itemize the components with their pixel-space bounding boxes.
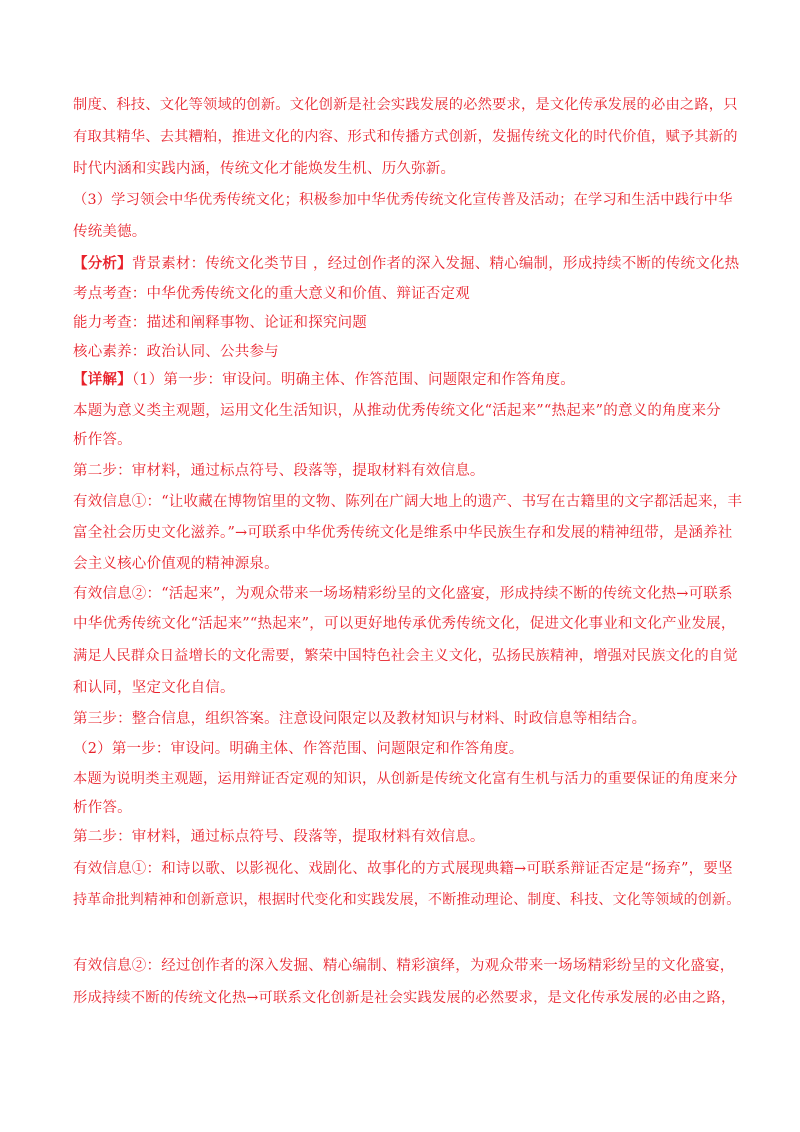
text-line: 本题为意义类主观题，运用文化生活知识，从推动优秀传统文化“活起来”“热起来”的意义的角度来分	[73, 403, 721, 419]
text-line: 传统美德。	[73, 224, 147, 240]
detail-tag: 【详解】	[73, 371, 132, 388]
text-line: 第二步：审材料，通过标点符号、段落等，提取材料有效信息。	[73, 463, 485, 479]
text-line: 考点考查：中华优秀传统文化的重大意义和价值、辩证否定观	[73, 286, 470, 302]
text-line: 本题为说明类主观题，运用辩证否定观的知识，从创新是传统文化富有生机与活力的重要保证的角度来分	[73, 771, 738, 787]
text-line: 富全社会历史文化滋养。”→可联系中华优秀传统文化是维系中华民族生存和发展的精神纽带，是涵养社	[73, 525, 733, 541]
text-line: 制度、科技、文化等领域的创新。文化创新是社会实践发展的必然要求，是文化传承发展的必由之路，只	[73, 97, 738, 113]
text-line: 会主义核心价值观的精神源泉。	[73, 556, 279, 572]
text-line: 第三步：整合信息，组织答案。注意设问限定以及教材知识与材料、时政信息等相结合。	[73, 711, 647, 727]
text-line: 有取其精华、去其糟粕，推进文化的内容、形式和传播方式创新，发掘传统文化的时代价值，赋予其新的	[73, 129, 738, 145]
text-line: 持革命批判精神和创新意识，根据时代变化和实践发展，不断推动理论、制度、科技、文化等领域的创新。	[73, 892, 741, 908]
detail-line	[73, 370, 743, 390]
text-line: 有效信息①：和诗以歌、以影视化、戏剧化、故事化的方式展现典籍→可联系辩证否定是“扬弃”，要坚	[73, 861, 733, 877]
analysis-text: 背景素材：传统文化类节目 ，经过创作者的深入发掘、精心编制，形成持续不断的传统文化热	[131, 256, 740, 272]
text-line: 中华优秀传统文化“活起来”“热起来”，可以更好地传承优秀传统文化，促进文化事业和文化产业发展，	[73, 616, 736, 632]
text-line: 时代内涵和实践内涵，传统文化才能焕发生机、历久弥新。	[73, 161, 456, 177]
text-line: 有效信息①：“让收藏在博物馆里的文物、陈列在广阔大地上的遗产、书写在古籍里的文字都活起来，丰	[73, 494, 743, 510]
text-line: （3）学习领会中华优秀传统文化；积极参加中华优秀传统文化宣传普及活动；在学习和生活中践行中华	[73, 192, 733, 208]
text-line: 形成持续不断的传统文化热→可联系文化创新是社会实践发展的必然要求，是文化传承发展的必由之路，	[73, 990, 736, 1006]
text-line: 有效信息②：“活起来”，为观众带来一场场精彩纷呈的文化盛宴，形成持续不断的传统文化热→可联系	[73, 586, 733, 602]
text-line: 析作答。	[73, 800, 132, 816]
text-line: 满足人民群众日益增长的文化需要，繁荣中国特色社会主义文化，弘扬民族精神，增强对民族文化的自觉	[73, 648, 738, 664]
analysis-tag: 【分析】	[73, 255, 132, 272]
text-line: 析作答。	[73, 432, 132, 448]
analysis-line	[73, 254, 743, 274]
text-line: 和认同，坚定文化自信。	[73, 680, 235, 696]
text-line: 第二步：审材料，通过标点符号、段落等，提取材料有效信息。	[73, 829, 485, 845]
text-line: 核心素养：政治认同、公共参与	[73, 344, 279, 360]
text-line: （2）第一步：审设问。明确主体、作答范围、问题限定和作答角度。	[73, 741, 524, 757]
detail-text: （1）第一步：审设问。明确主体、作答范围、问题限定和作答角度。	[131, 372, 575, 388]
text-line: 能力考查：描述和阐释事物、论证和探究问题	[73, 315, 367, 331]
text-line: 有效信息②：经过创作者的深入发掘、精心编制、精彩演绎，为观众带来一场场精彩纷呈的文化盛宴，	[73, 958, 735, 974]
